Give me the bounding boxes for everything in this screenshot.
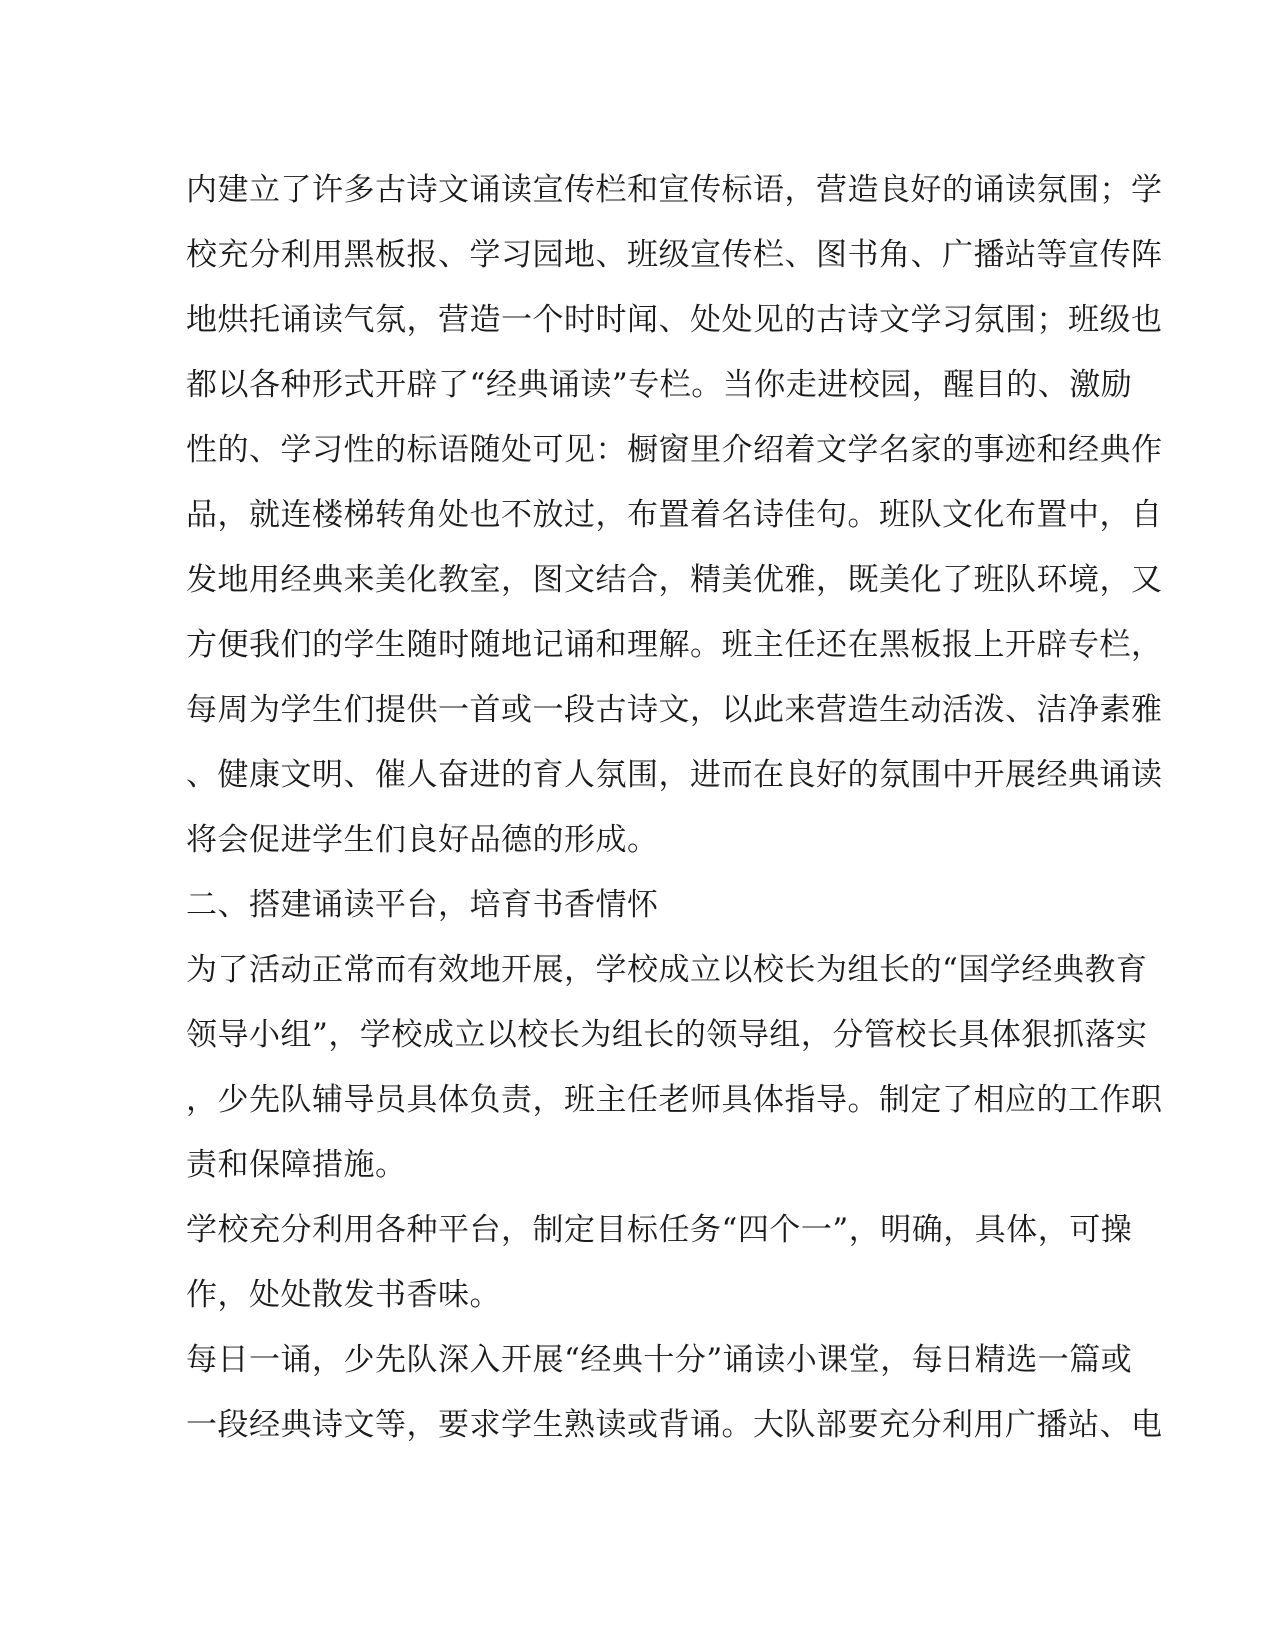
text-line: 学校充分利用各种平台，制定目标任务“四个一”，明确，具体，可操 xyxy=(186,1212,1133,1248)
text-line: 每周为学生们提供一首或一段古诗文，以此来营造生动活泼、洁净素雅 xyxy=(186,692,1163,728)
text-line: 方便我们的学生随时随地记诵和理解。班主任还在黑板报上开辟专栏， xyxy=(186,627,1163,663)
text-line: 为了活动正常而有效地开展，学校成立以校长为组长的“国学经典教育 xyxy=(186,952,1148,988)
text-line: 品，就连楼梯转角处也不放过，布置着名诗佳句。班队文化布置中，自 xyxy=(186,497,1163,533)
text-line: 、健康文明、催人奋进的育人氛围，进而在良好的氛围中开展经典诵读 xyxy=(186,757,1163,793)
text-line: 责和保障措施。 xyxy=(186,1147,407,1183)
text-line: 领导小组”，学校成立以校长为组长的领导组，分管校长具体狠抓落实 xyxy=(186,1017,1148,1053)
section-heading: 二、搭建诵读平台，培育书香情怀 xyxy=(186,887,659,923)
body-text xyxy=(186,158,1163,1458)
text-line: 每日一诵，少先队深入开展“经典十分”诵读小课堂，每日精选一篇或 xyxy=(186,1342,1133,1378)
text-line: 校充分利用黑板报、学习园地、班级宣传栏、图书角、广播站等宣传阵 xyxy=(186,237,1163,273)
text-line: 都以各种形式开辟了“经典诵读”专栏。当你走进校园，醒目的、激励 xyxy=(186,367,1133,403)
text-line: 作，处处散发书香味。 xyxy=(186,1277,501,1313)
text-line: 一段经典诗文等，要求学生熟读或背诵。大队部要充分利用广播站、电 xyxy=(186,1407,1163,1443)
text-line: 性的、学习性的标语随处可见：橱窗里介绍着文学名家的事迹和经典作 xyxy=(186,432,1163,468)
text-line: 将会促进学生们良好品德的形成。 xyxy=(186,822,659,858)
text-line: ，少先队辅导员具体负责，班主任老师具体指导。制定了相应的工作职 xyxy=(186,1082,1163,1118)
text-line: 内建立了许多古诗文诵读宣传栏和宣传标语，营造良好的诵读氛围；学 xyxy=(186,172,1163,208)
text-line: 地烘托诵读气氛，营造一个时时闻、处处见的古诗文学习氛围；班级也 xyxy=(186,302,1163,338)
text-line: 发地用经典来美化教室，图文结合，精美优雅，既美化了班队环境，又 xyxy=(186,562,1163,598)
